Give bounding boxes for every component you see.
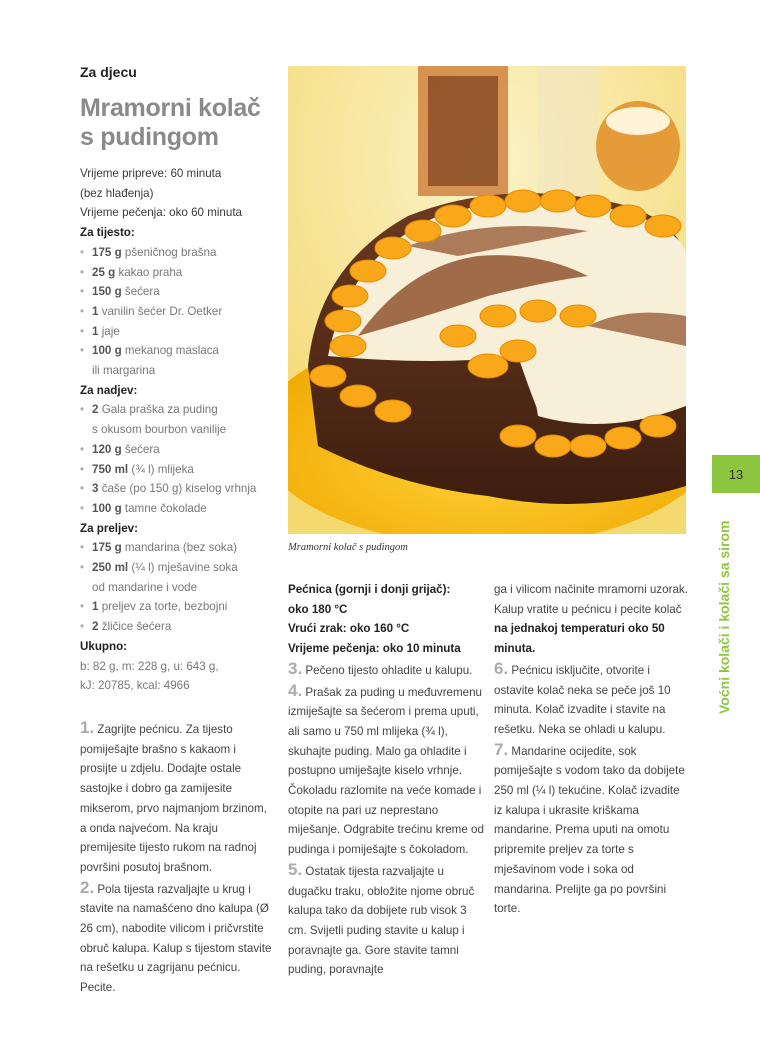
steps-column-1 — [80, 718, 276, 998]
dough-list — [80, 243, 280, 381]
bake-time: Vrijeme pečenja: oko 60 minuta — [80, 206, 243, 220]
chapter-title-text: Voćni kolači i kolači sa sirom — [716, 520, 732, 714]
prep-time: Vrijeme pripreve: 60 minuta — [80, 167, 222, 180]
ingredient-item: • 1 preljev za torte, bezbojni — [80, 597, 280, 617]
step-5-continued: ga i vilicom načinite mramorni uzorak. Kalup vratite u pećnicu i pecite kolač na jednakoj temperaturi oko 50 minuta. — [494, 583, 688, 656]
nutrition-line1: b: 82 g, m: 228 g, u: 643 g, — [80, 659, 219, 673]
cake-illustration — [288, 66, 686, 534]
recipe-title — [80, 94, 280, 152]
recipe-title-line2: s pudingom — [80, 123, 219, 151]
ingredient-item: • 100 g tamne čokolade — [80, 499, 280, 519]
recipe-title-line1: Mramorni kolač — [80, 94, 261, 122]
step-4: 4. Prašak za puding u međuvremenu izmiješajte sa šećerom i prema uputi, ali samo u 750 ml mlijeka (¾ l), skuhajte puding. Malo ga ohladite i postupno umiješajte kiselo vrhnje. Čokoladu razlomite na veće komade i otopite na pari uz neprestano miješanje. Odgrabite trećinu kreme od pudinga i pomiješajte s čokoladom. — [288, 680, 484, 857]
ingredient-item: • 25 g kakao praha — [80, 263, 280, 283]
oven-line2: oko 180 °C — [288, 602, 348, 616]
dough-heading: Za tijesto: — [80, 226, 135, 240]
ingredient-item: • 250 ml (¼ l) mješavine soka od mandarine i vode — [80, 558, 280, 597]
cake-photo — [288, 66, 686, 534]
ingredient-item: • 175 g mandarina (bez soka) — [80, 538, 280, 558]
ingredient-item: • 2 žličice šećera — [80, 617, 280, 637]
ingredient-item: • 100 g mekanog maslaca ili margarina — [80, 341, 280, 380]
ingredient-item: • 1 vanilin šećer Dr. Oetker — [80, 302, 280, 322]
step-3: 3. Pečeno tijesto ohladite u kalupu. — [288, 658, 473, 678]
ingredients-column — [80, 164, 280, 696]
topping-list — [80, 538, 280, 637]
filling-heading: Za nadjev: — [80, 383, 138, 397]
photo-caption: Mramorni kolač s pudingom — [288, 542, 408, 553]
page-number-tab: 13 — [712, 455, 760, 493]
ingredient-item: • 3 čaše (po 150 g) kiselog vrhnja — [80, 479, 280, 499]
oven-line1: Pećnica (gornji i donji grijač): — [288, 583, 451, 596]
oven-line3: Vrući zrak: oko 160 °C — [288, 622, 410, 636]
filling-list — [80, 400, 280, 518]
step-6: 6. Pećnicu isključite, otvorite i ostavite kolač neka se peče još 10 minuta. Kolač izvadite i stavite na rešetku. Neka se ohladi u kalupu. — [494, 658, 671, 736]
nutrition-line2: kJ: 20785, kcal: 4966 — [80, 679, 190, 693]
topping-heading: Za preljev: — [80, 521, 138, 535]
total-heading: Ukupno: — [80, 639, 128, 653]
ingredient-item: • 175 g pšeničnog brašna — [80, 243, 280, 263]
ingredient-item: • 2 Gala praška za puding s okusom bourbon vanilije — [80, 400, 280, 439]
step-5: 5. Ostatak tijesta razvaljajte u dugačku traku, obložite njome obruč kalupa tako da dobijete rub visok 3 cm. Svijetli puding stavite u kalup i poravnajte ga. Gore stavite tamni puding, poravnajte — [288, 859, 475, 977]
prep-note: (bez hlađenja) — [80, 186, 154, 200]
step-2: 2. Pola tijesta razvaljajte u krug i stavite na namašćeno dno kalupa (Ø 26 cm), nabodite vilicom i pričvrstite obruč kalupa. Kalup s tijestom stavite na rešetku u zagrijanu pećnicu. Pecite. — [80, 877, 272, 995]
ingredient-item: • 150 g šećera — [80, 282, 280, 302]
ingredient-item: • 120 g šećera — [80, 440, 280, 460]
steps-column-2 — [288, 580, 484, 980]
steps-column-3 — [494, 580, 690, 919]
ingredient-item: • 750 ml (¾ l) mlijeka — [80, 460, 280, 480]
ingredient-item: • 1 jaje — [80, 322, 280, 342]
step-1: 1. Zagrijte pećnicu. Za tijesto pomiješajte brašno s kakaom i prosijte u zdjelu. Dodajte ostale sastojke i dobro ga zamijesite mikserom, prvo najmanjom brzinom, a onda najvećom. Na kraju premijesite tijesto rukom na radnoj površini posutoj brašnom. — [80, 718, 267, 874]
chapter-title-vertical — [716, 510, 740, 730]
step-7: 7. Mandarine ocijedite, sok pomiješajte s vodom tako da dobijete 250 ml (¼ l) tekućine. Kolač izvadite iz kalupa i ukrasite kriškama mandarine. Prema uputi na omotu pripremite preljev za torte s mješavinom vode i soka od mandarina. Prelijte ga po površini torte. — [494, 739, 685, 916]
oven-line4: Vrijeme pečenja: oko 10 minuta — [288, 642, 461, 656]
section-kicker: Za djecu — [80, 64, 137, 80]
